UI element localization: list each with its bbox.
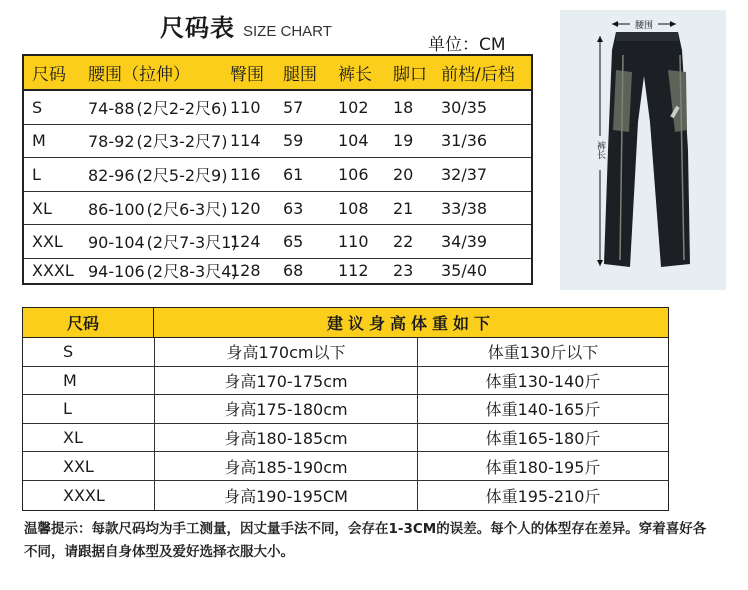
cell-rise: 34/39 <box>441 232 488 252</box>
cell-hip: 116 <box>230 164 261 184</box>
recommendation-table <box>22 307 669 511</box>
cell-thigh: 61 <box>283 164 304 184</box>
cell-waist-note: (2尺7-3尺1) <box>146 233 238 253</box>
chart-title <box>160 8 332 43</box>
rec-cell-height: 身高170-175cm <box>154 367 418 395</box>
table-row <box>24 125 531 159</box>
rec-cell-weight: 体重130-140斤 <box>485 371 601 391</box>
waist-measure-label: 腰围 <box>634 21 654 31</box>
rec-cell-size: L <box>63 399 72 419</box>
measurement-note: 温馨提示：每款尺码均为手工测量，因丈量手法不同，会存在1-3CM的误差。每个人的体型存在差异。穿着喜好各不同，请跟据自身体型及爱好选择衣服大小。 <box>24 521 707 560</box>
cell-size: XL <box>32 198 52 218</box>
size-table-header <box>24 56 531 91</box>
pants-illustration <box>560 10 726 290</box>
cell-waist-note: (2尺5-2尺9) <box>136 165 228 185</box>
cell-cuff: 20 <box>393 164 414 184</box>
table-row <box>23 395 668 424</box>
table-row <box>24 158 531 192</box>
cell-waist-note: (2尺8-3尺4) <box>146 262 238 282</box>
length-measure-label: 裤长 <box>595 141 605 159</box>
table-row <box>23 367 668 396</box>
table-row <box>23 481 668 510</box>
cell-length: 102 <box>338 97 369 117</box>
cell-waist-note: (2尺3-2尺7) <box>136 132 228 152</box>
rec-cell-weight: 体重165-180斤 <box>485 429 601 449</box>
cell-hip: 120 <box>230 198 261 218</box>
cell-length: 106 <box>338 164 369 184</box>
rec-cell-size: XL <box>63 428 83 448</box>
rec-cell-weight: 体重140-165斤 <box>485 400 601 420</box>
cell-length: 108 <box>338 198 369 218</box>
cell-waist: 94-106 (2尺8-3尺4) <box>88 262 238 282</box>
title-chinese: 尺码表 <box>160 14 235 42</box>
cell-hip: 110 <box>230 97 261 117</box>
cell-thigh: 65 <box>283 232 304 252</box>
header-waist: 腰围（拉伸） <box>88 65 190 85</box>
header-cuff: 脚口 <box>393 65 427 85</box>
rec-header-title: 建议身高体重如下 <box>326 314 495 333</box>
cell-cuff: 19 <box>393 131 414 151</box>
cell-rise: 30/35 <box>441 97 488 117</box>
cell-waist-note: (2尺6-3尺) <box>146 199 228 219</box>
cell-waist-note: (2尺2-2尺6) <box>136 98 228 118</box>
title-english: SIZE CHART <box>243 23 332 40</box>
cell-waist: 82-96 (2尺5-2尺9) <box>88 165 228 185</box>
header-thigh: 腿围 <box>283 65 317 85</box>
cell-cuff: 18 <box>393 97 414 117</box>
header-hip: 臀围 <box>230 65 264 85</box>
rec-cell-size: S <box>63 342 74 362</box>
table-row <box>24 91 531 125</box>
cell-size: L <box>32 164 41 184</box>
cell-length: 112 <box>338 261 369 281</box>
rec-cell-size: XXXL <box>63 485 105 505</box>
cell-length: 104 <box>338 131 369 151</box>
cell-waist: 74-88 (2尺2-2尺6) <box>88 98 228 118</box>
table-row <box>23 424 668 453</box>
rec-cell-height: 身高180-185cm <box>154 424 418 452</box>
cell-cuff: 21 <box>393 198 414 218</box>
table-row <box>24 259 531 283</box>
cell-waist: 90-104 (2尺7-3尺1) <box>88 233 238 253</box>
rec-cell-height: 身高190-195CM <box>154 481 418 510</box>
cell-size: M <box>32 131 46 151</box>
table-row <box>23 338 668 367</box>
table-row <box>23 452 668 481</box>
rec-cell-weight: 体重195-210斤 <box>485 486 601 506</box>
cell-cuff: 23 <box>393 261 414 281</box>
rec-cell-height: 身高185-190cm <box>154 452 418 480</box>
cell-hip: 114 <box>230 131 261 151</box>
header-rise: 前档/后档 <box>441 65 515 85</box>
table-row <box>24 225 531 259</box>
table-row <box>24 192 531 226</box>
cell-waist: 78-92 (2尺3-2尺7) <box>88 132 228 152</box>
cell-thigh: 59 <box>283 131 304 151</box>
pants-product-image <box>560 10 726 290</box>
cell-cuff: 22 <box>393 232 414 252</box>
header-size: 尺码 <box>32 65 66 85</box>
rec-cell-height: 身高175-180cm <box>154 395 418 423</box>
cell-rise: 32/37 <box>441 164 488 184</box>
cell-thigh: 68 <box>283 261 304 281</box>
cell-size: S <box>32 97 43 117</box>
unit-label: 单位：CM <box>428 35 506 55</box>
cell-hip: 128 <box>230 261 261 281</box>
rec-header-size: 尺码 <box>23 308 154 337</box>
cell-rise: 31/36 <box>441 131 488 151</box>
cell-rise: 35/40 <box>441 261 488 281</box>
header-length: 裤长 <box>338 65 372 85</box>
rec-cell-weight: 体重130斤以下 <box>487 343 599 363</box>
size-table <box>22 54 533 285</box>
cell-hip: 124 <box>230 232 261 252</box>
rec-cell-size: M <box>63 370 77 390</box>
cell-rise: 33/38 <box>441 198 488 218</box>
cell-thigh: 63 <box>283 198 304 218</box>
cell-thigh: 57 <box>283 97 304 117</box>
rec-cell-weight: 体重180-195斤 <box>485 457 601 477</box>
rec-cell-height: 身高170cm以下 <box>154 338 418 366</box>
rec-cell-size: XXL <box>63 456 94 476</box>
cell-length: 110 <box>338 232 369 252</box>
recommendation-table-header <box>23 308 668 338</box>
cell-size: XXL <box>32 232 63 252</box>
cell-waist: 86-100 (2尺6-3尺) <box>88 199 228 219</box>
cell-size: XXXL <box>32 261 74 281</box>
